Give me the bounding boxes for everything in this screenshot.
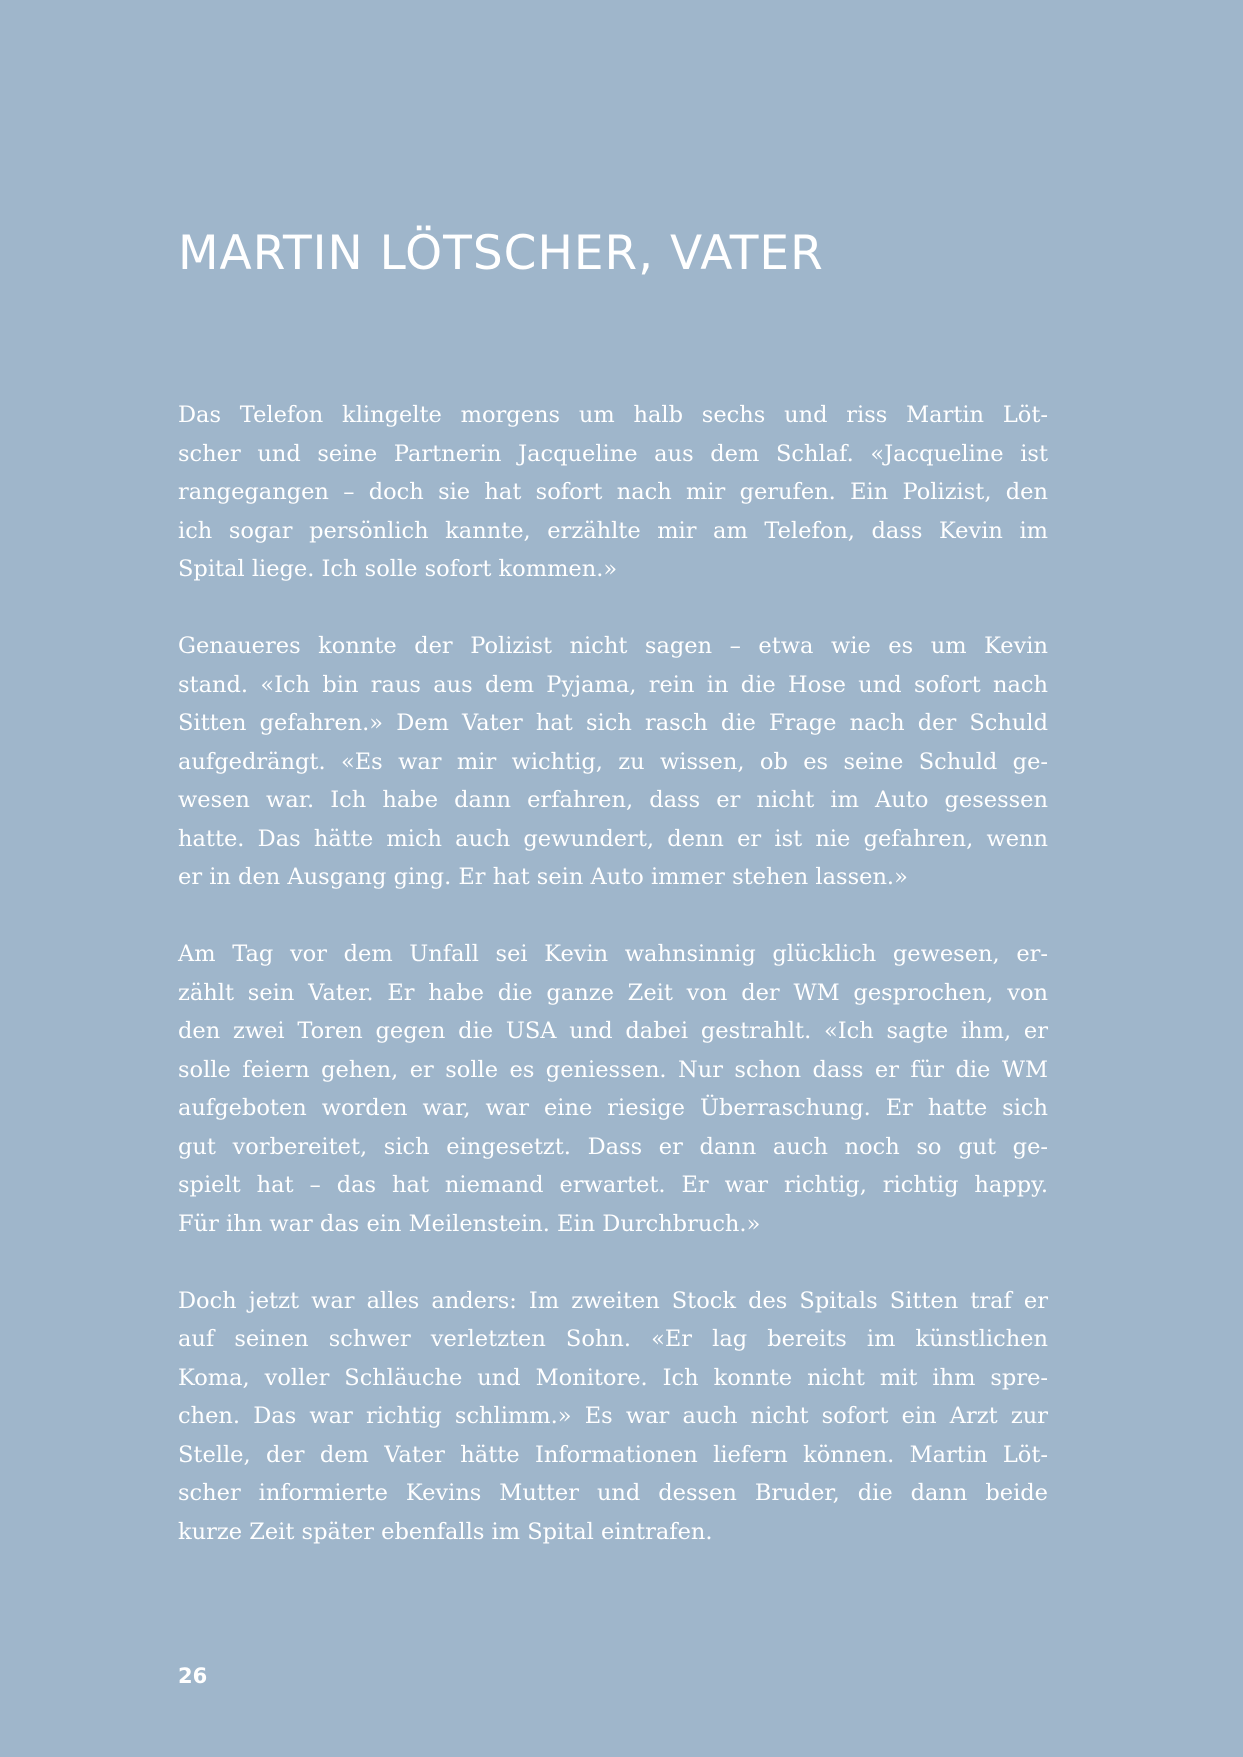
- text-line: scher und seine Partnerin Jacqueline aus dem Schlaf. «Jacqueline ist: [178, 440, 1048, 467]
- text-line: Sitten gefahren.» Dem Vater hat sich rasch die Frage nach der Schuld: [178, 710, 1048, 736]
- text-line: solle feiern gehen, er solle es geniessen. Nur schon dass er für die WM: [178, 1056, 1048, 1083]
- text-line: Koma, voller Schläuche und Monitore. Ich konnte nicht mit ihm spre-: [178, 1364, 1048, 1391]
- text-line: er in den Ausgang ging. Er hat sein Auto immer stehen lassen.»: [178, 864, 908, 890]
- paragraph: [178, 627, 1048, 897]
- text-line: Am Tag vor dem Unfall sei Kevin wahnsinnig glücklich gewesen, er-: [178, 941, 1048, 967]
- paragraph: [178, 935, 1048, 1243]
- chapter-title: MARTIN LÖTSCHER, VATER: [178, 226, 824, 281]
- text-line: aufgeboten worden war, war eine riesige Überraschung. Er hatte sich: [178, 1095, 1048, 1121]
- body-text: [178, 396, 1048, 1590]
- text-line: rangegangen – doch sie hat sofort nach mir gerufen. Ein Polizist, den: [178, 479, 1048, 505]
- text-line: chen. Das war richtig schlimm.» Es war auch nicht sofort ein Arzt zur: [178, 1403, 1048, 1429]
- text-line: Stelle, der dem Vater hätte Informationen liefern können. Martin Löt-: [178, 1441, 1048, 1468]
- text-line: spielt hat – das hat niemand erwartet. Er war richtig, richtig happy.: [178, 1172, 1048, 1198]
- paragraph: [178, 396, 1048, 589]
- text-line: Genaueres konnte der Polizist nicht sagen – etwa wie es um Kevin: [178, 633, 1048, 659]
- text-line: wesen war. Ich habe dann erfahren, dass er nicht im Auto gesessen: [178, 787, 1048, 813]
- text-line: Für ihn war das ein Meilenstein. Ein Durchbruch.»: [178, 1210, 761, 1237]
- text-line: Spital liege. Ich solle sofort kommen.»: [178, 556, 618, 582]
- text-line: kurze Zeit später ebenfalls im Spital eintrafen.: [178, 1518, 713, 1545]
- text-line: scher informierte Kevins Mutter und dessen Bruder, die dann beide: [178, 1480, 1048, 1506]
- text-line: gut vorbereitet, sich eingesetzt. Dass er dann auch noch so gut ge-: [178, 1133, 1048, 1160]
- text-line: Das Telefon klingelte morgens um halb sechs und riss Martin Löt-: [178, 402, 1048, 428]
- text-line: den zwei Toren gegen die USA und dabei gestrahlt. «Ich sagte ihm, er: [178, 1018, 1048, 1044]
- text-line: stand. «Ich bin raus aus dem Pyjama, rein in die Hose und sofort nach: [178, 671, 1048, 698]
- text-line: ich sogar persönlich kannte, erzählte mir am Telefon, dass Kevin im: [178, 517, 1048, 544]
- paragraph: [178, 1282, 1048, 1552]
- text-line: zählt sein Vater. Er habe die ganze Zeit von der WM gesprochen, von: [178, 979, 1048, 1006]
- text-line: Doch jetzt war alles anders: Im zweiten Stock des Spitals Sitten traf er: [178, 1287, 1048, 1314]
- page-number: 26: [178, 1664, 208, 1688]
- text-line: aufgedrängt. «Es war mir wichtig, zu wissen, ob es seine Schuld ge-: [178, 748, 1048, 775]
- text-line: auf seinen schwer verletzten Sohn. «Er lag bereits im künstlichen: [178, 1326, 1048, 1352]
- text-line: hatte. Das hätte mich auch gewundert, denn er ist nie gefahren, wenn: [178, 825, 1048, 852]
